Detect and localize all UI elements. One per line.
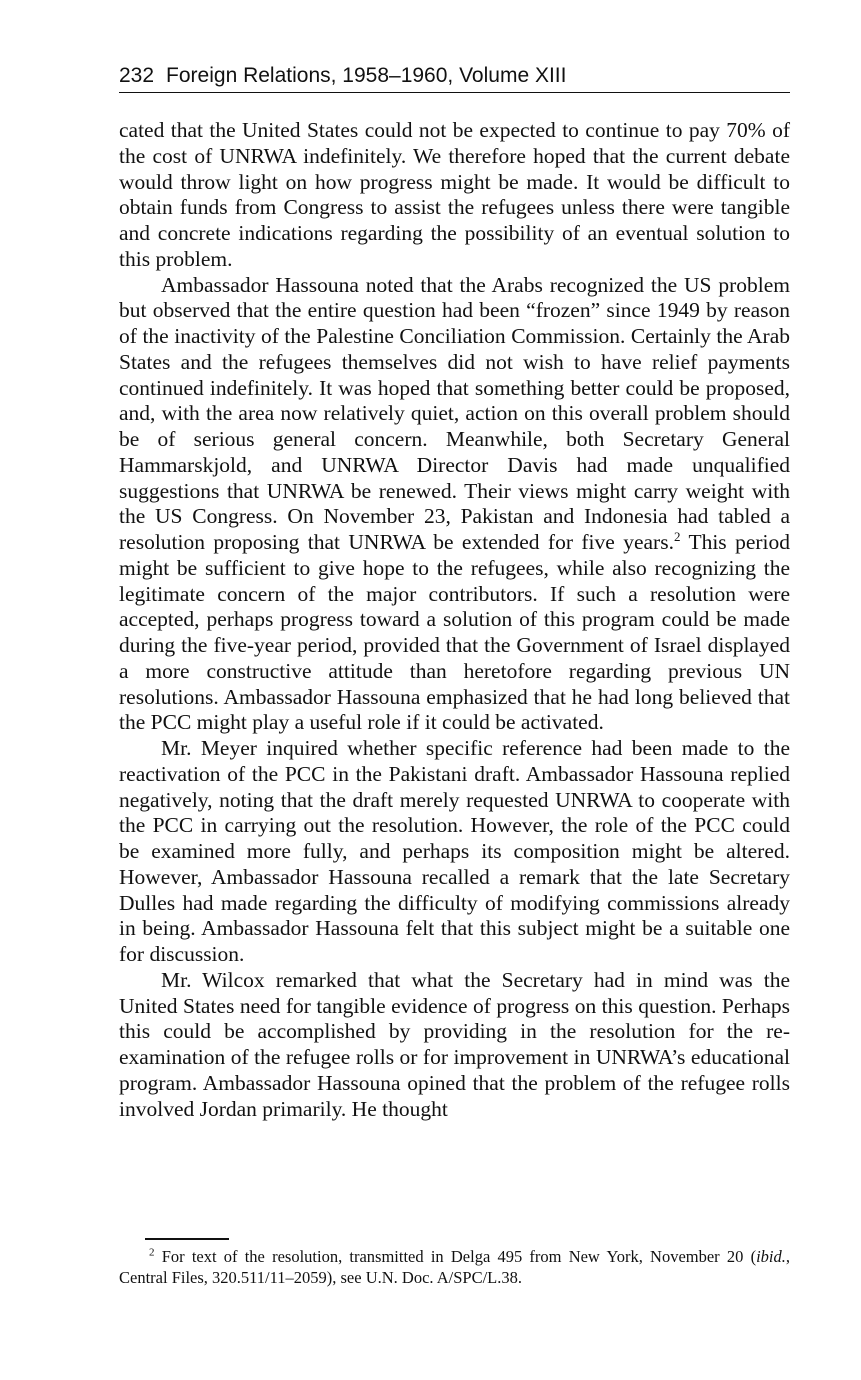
running-title: Foreign Relations, 1958–1960, Volume XIII (166, 64, 567, 87)
paragraph-continued: cated that the United States could not be expected to continue to pay 70% of the cost of UNRWA indefinitely. We therefore hoped that the current debate would throw light on how progress might be made. It would be difficult to obtain funds from Congress to assist the refugees unless there were tangible and concrete indications regarding the possibility of an eventual solution to this problem. (119, 118, 790, 271)
footnote (119, 1246, 790, 1288)
paragraph-wilcox: Mr. Wilcox remarked that what the Secretary had in mind was the United States need for tangible evidence of progress on this question. Perhaps this could be accomplished by providing in the resolution for the re-examination of the refugee rolls or for improvement in UNRWA’s educational program. Ambassador Hassouna opined that the problem of the refugee rolls involved Jordan primarily. He thought (119, 967, 790, 1121)
footnote-divider (145, 1238, 229, 1240)
page-number: 232 (119, 64, 155, 87)
footnote-marker: 2 (149, 1246, 155, 1259)
footnote-ibid: ibid. (756, 1247, 786, 1266)
footnote-text: , Central Files, 320.511/11–2059), see U.N. Doc. A/SPC/L.38. (119, 1247, 790, 1287)
body-text (119, 118, 790, 1122)
paragraph-text: Ambassador Hassouna noted that the Arabs recognized the US problem but observed that the entire question had been “frozen” since 1949 by reason of the inactivity of the Palestine Conciliation Commission. Certainly the Arab States and the refugees themselves did not wish to have relief payments continued indefinitely. It was hoped that something better could be proposed, and, with the area now relatively quiet, action on this overall problem should be of serious general concern. Meanwhile, both Secretary General Hammarskjold, and UNRWA Director Davis had made unqualified suggestions that UNRWA be renewed. Their views might carry weight with the US Congress. On November 23, Pakistan and Indonesia had tabled a resolution proposing that UNRWA be extended for five years. (119, 272, 790, 554)
paragraph-meyer: Mr. Meyer inquired whether specific reference had been made to the reactivation of the PCC in the Pakistani draft. Ambassador Hassouna replied negatively, noting that the draft merely requested UNRWA to cooperate with the PCC in carrying out the resolution. However, the role of the PCC could be examined more fully, and perhaps its composition might be altered. However, Ambassador Hassouna recalled a remark that the late Secretary Dulles had made regarding the difficulty of modifying commissions already in being. Ambassador Hassouna felt that this subject might be a suitable one for discussion. (119, 736, 790, 966)
footnote-reference[interactable]: 2 (673, 528, 681, 544)
paragraph-text: This period might be sufficient to give hope to the refugees, while also recognizing the legitimate concern of the major contributors. If such a resolution were accepted, perhaps progress toward a solution of this program could be made during the five-year period, provided that the Government of Israel displayed a more constructive attitude than heretofore regarding previous UN resolutions. Ambassador Hassouna emphasized that he had long believed that the PCC might play a useful role if it could be activated. (119, 530, 790, 735)
running-header (119, 62, 790, 93)
paragraph-hassouna (119, 273, 790, 737)
footnote-text: For text of the resolution, transmitted in Delga 495 from New York, November 20 ( (161, 1247, 757, 1266)
